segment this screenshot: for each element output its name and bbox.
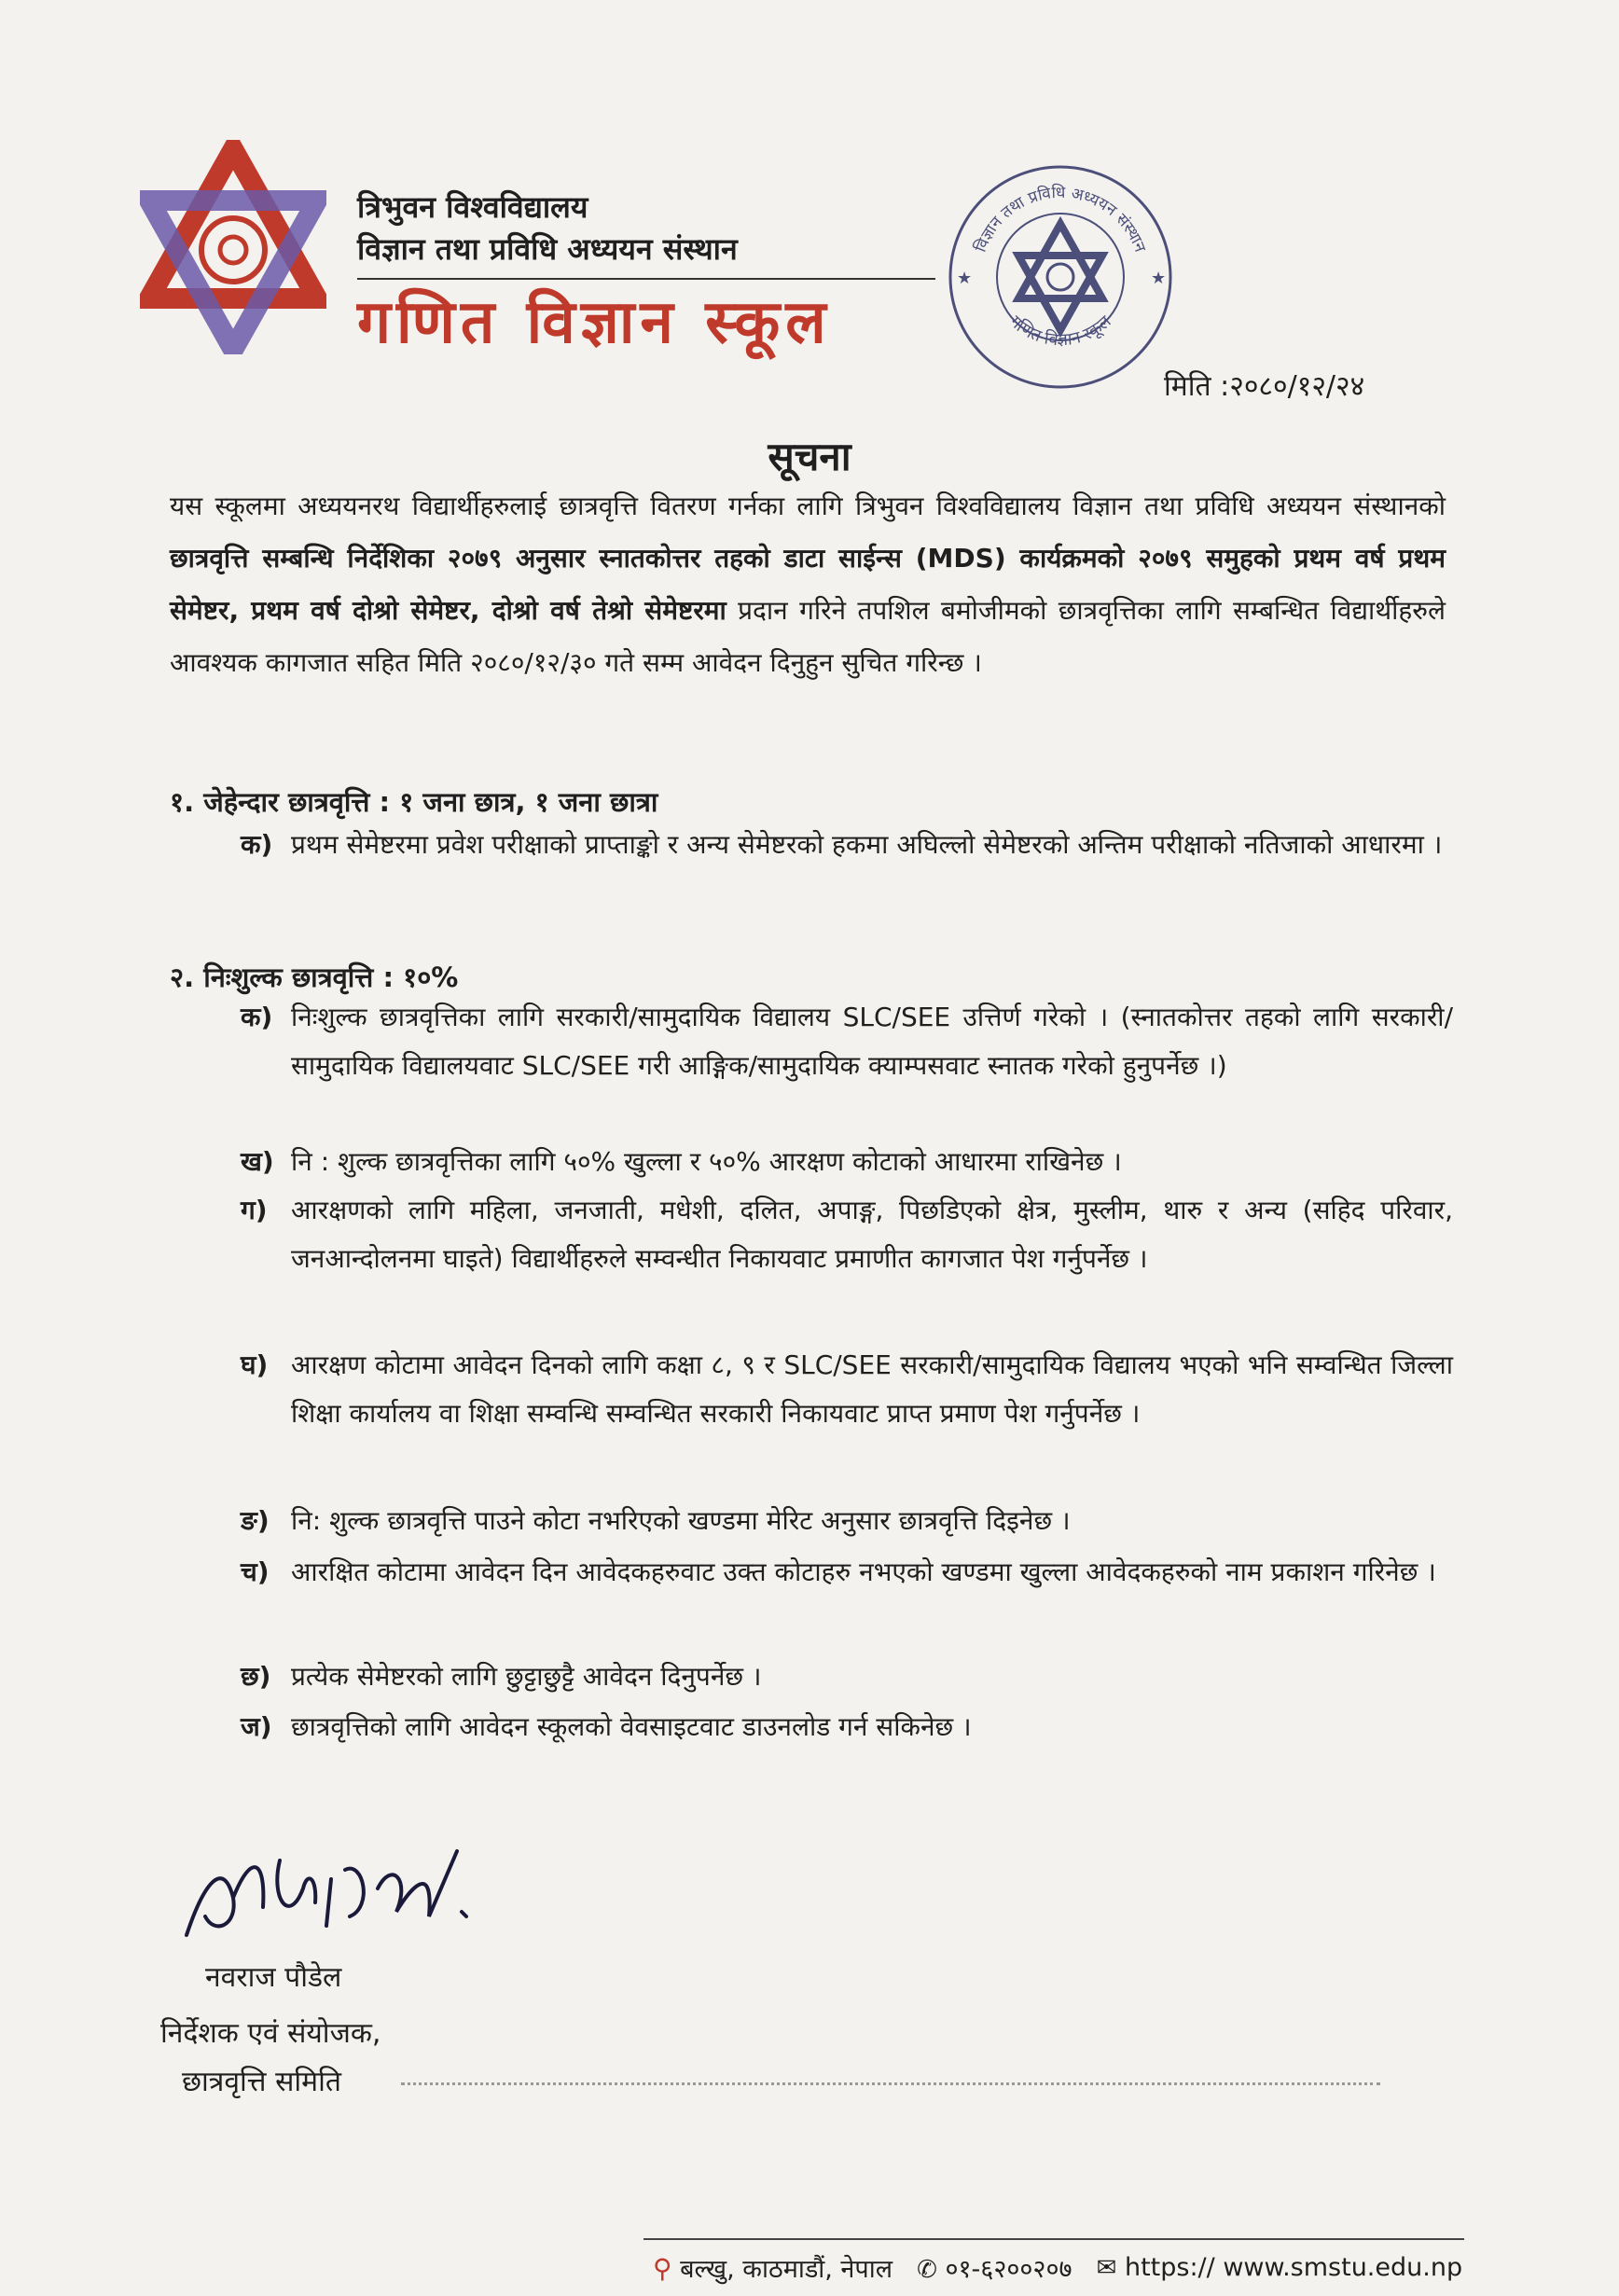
item-text: छात्रवृत्तिको लागि आवेदन स्कूलको वेवसाइटवाट डाउनलोड गर्न सकिनेछ । xyxy=(291,1711,972,1742)
section2-item xyxy=(241,993,1453,1090)
section2-item xyxy=(241,1703,1453,1751)
section2-item xyxy=(241,1548,1453,1597)
university-name: त्रिभुवन विश्वविद्यालय xyxy=(357,189,588,225)
item-marker: ख) xyxy=(241,1146,274,1177)
intro-text-part1: यस स्कूलमा अध्ययनरथ विद्यार्थीहरुलाई छात्रवृत्ति वितरण गर्नका लागि त्रिभुवन विश्वविद्यालय विज्ञान तथा प्रविधि अध्ययन संस्थानको xyxy=(170,491,1446,521)
section2-item xyxy=(241,1341,1453,1438)
seal-top-text: विज्ञान तथा प्रविधि अध्ययन संस्थान xyxy=(971,183,1150,256)
address-text: बल्खु, काठमाडौं, नेपाल xyxy=(680,2255,893,2284)
phone-text: ०१-६२००२०७ xyxy=(945,2255,1072,2284)
tribhuvan-university-logo xyxy=(140,140,326,354)
item-marker: क) xyxy=(241,1002,273,1032)
section1-item xyxy=(241,821,1453,869)
item-text: नि: शुल्क छात्रवृत्ति पाउने कोटा नभरिएको खण्डमा मेरिट अनुसार छात्रवृत्ति दिइनेछ । xyxy=(291,1505,1071,1536)
mail-icon: ✉ xyxy=(1096,2254,1117,2282)
website-text: https:// www.smstu.edu.np xyxy=(1124,2253,1463,2282)
item-text: प्रथम सेमेष्टरमा प्रवेश परीक्षाको प्राप्ताङ्को र अन्य सेमेष्टरको हकमा अघिल्लो सेमेष्टरको अन्तिम परीक्षाको नतिजाको आधारमा । xyxy=(291,829,1443,860)
committee-name: छात्रवृत्ति समिति xyxy=(182,2066,341,2098)
item-marker: ज) xyxy=(241,1711,272,1742)
footer-phone xyxy=(917,2250,1072,2285)
location-pin-icon: ⚲ xyxy=(653,2253,672,2284)
section2-item xyxy=(241,1138,1453,1186)
section2-item xyxy=(241,1653,1453,1701)
section2-item xyxy=(241,1186,1453,1283)
intro-text-part2: प्रदान गरिने तपशिल बमोजीमको छात्रवृत्तिका लागि सम्बन्धित विद्यार्थीहरुले आवश्यक कागजात सहित मिति २०८०/१२/३० गते सम्म आवेदन दिनुहुन सुचित गरिन्छ । xyxy=(170,595,1446,678)
seal-bottom-text: गणित विज्ञान स्कूल xyxy=(1005,311,1115,351)
footer-website xyxy=(1097,2253,1463,2282)
item-text: निःशुल्क छात्रवृत्तिका लागि सरकारी/सामुदायिक विद्यालय SLC/SEE उत्तिर्ण गरेको । (स्नातकोत्तर तहको लागि सरकारी/सामुदायिक विद्यालयवाट SLC/SEE गरी आङ्गिक/सामुदायिक क्याम्पसवाट स्नातक गरेको हुनुपर्नेछ ।) xyxy=(291,1002,1453,1081)
faded-dotted-line xyxy=(401,2082,1380,2085)
section1-heading: १. जेहेन्दार छात्रवृत्ति : १ जना छात्र, १ जना छात्रा xyxy=(170,786,658,818)
footer-contact xyxy=(653,2250,1462,2285)
svg-text:★: ★ xyxy=(957,269,973,288)
svg-text:गणित विज्ञान स्कूल xyxy=(1005,311,1115,351)
section2-heading: २. निःशुल्क छात्रवृत्ति : १०% xyxy=(170,961,459,993)
notice-title: सूचना xyxy=(768,434,851,479)
item-text: आरक्षण कोटामा आवेदन दिनको लागि कक्षा ८, ९ र SLC/SEE सरकारी/सामुदायिक विद्यालय भएको भनि सम्वन्धित जिल्ला शिक्षा कार्यालय वा शिक्षा सम्वन्धि सम्वन्धित सरकारी निकायवाट प्राप्त प्रमाण पेश गर्नुपर्नेछ । xyxy=(291,1349,1453,1429)
organization-header xyxy=(357,187,935,366)
institute-name: विज्ञान तथा प्रविधि अध्ययन संस्थान xyxy=(357,231,738,267)
item-text: आरक्षित कोटामा आवेदन दिन आवेदकहरुवाट उक्त कोटाहरु नभएको खण्डमा खुल्ला आवेदकहरुको नाम प्रकाशन गरिनेछ । xyxy=(291,1556,1436,1587)
footer-divider xyxy=(643,2238,1464,2240)
item-marker: च) xyxy=(241,1556,270,1587)
signer-name: नवराज पौडेल xyxy=(205,1961,342,1994)
item-text: प्रत्येक सेमेष्टरको लागि छुट्टाछुट्टै आवेदन दिनुपर्नेछ । xyxy=(291,1661,762,1692)
footer-address xyxy=(653,2250,893,2285)
handwritten-signature xyxy=(177,1823,513,1963)
item-marker: छ) xyxy=(241,1661,271,1692)
svg-text:★: ★ xyxy=(1151,269,1167,288)
school-name: गणित विज्ञान स्कूल xyxy=(357,287,832,357)
item-marker: ङ) xyxy=(241,1505,270,1536)
section2-item xyxy=(241,1497,1453,1545)
item-marker: घ) xyxy=(241,1349,269,1380)
item-text: आरक्षणको लागि महिला, जनजाती, मधेशी, दलित, अपाङ्ग, पिछडिएको क्षेत्र, मुस्लीम, थारु र अन्य (सहिद परिवार, जनआन्दोलनमा घाइते) विद्यार्थीहरुले सम्वन्धीत निकायवाट प्रमाणीत कागजात पेश गर्नुपर्नेछ । xyxy=(291,1195,1453,1274)
office-seal-stamp xyxy=(944,160,1177,394)
notice-date: मिति :२०८०/१२/२४ xyxy=(1164,370,1365,403)
intro-text-bold: छात्रवृत्ति सम्बन्धि निर्देशिका २०७९ अनुसार स्नातकोत्तर तहको डाटा साईन्स (MDS) कार्यक्रमको २०७९ समुहको प्रथम वर्ष प्रथम सेमेष्टर, प्रथम वर्ष दोश्रो सेमेष्टर, दोश्रो वर्ष तेश्रो सेमेष्टरमा xyxy=(170,543,1446,626)
item-text: नि : शुल्क छात्रवृत्तिका लागि ५०% खुल्ला र ५०% आरक्षण कोटाको आधारमा राखिनेछ । xyxy=(291,1146,1122,1177)
item-marker: क) xyxy=(241,829,273,860)
phone-icon: ✆ xyxy=(917,2256,937,2284)
signer-role: निर्देशक एवं संयोजक, xyxy=(160,2017,381,2050)
notice-intro xyxy=(170,480,1446,689)
item-marker: ग) xyxy=(241,1195,268,1225)
